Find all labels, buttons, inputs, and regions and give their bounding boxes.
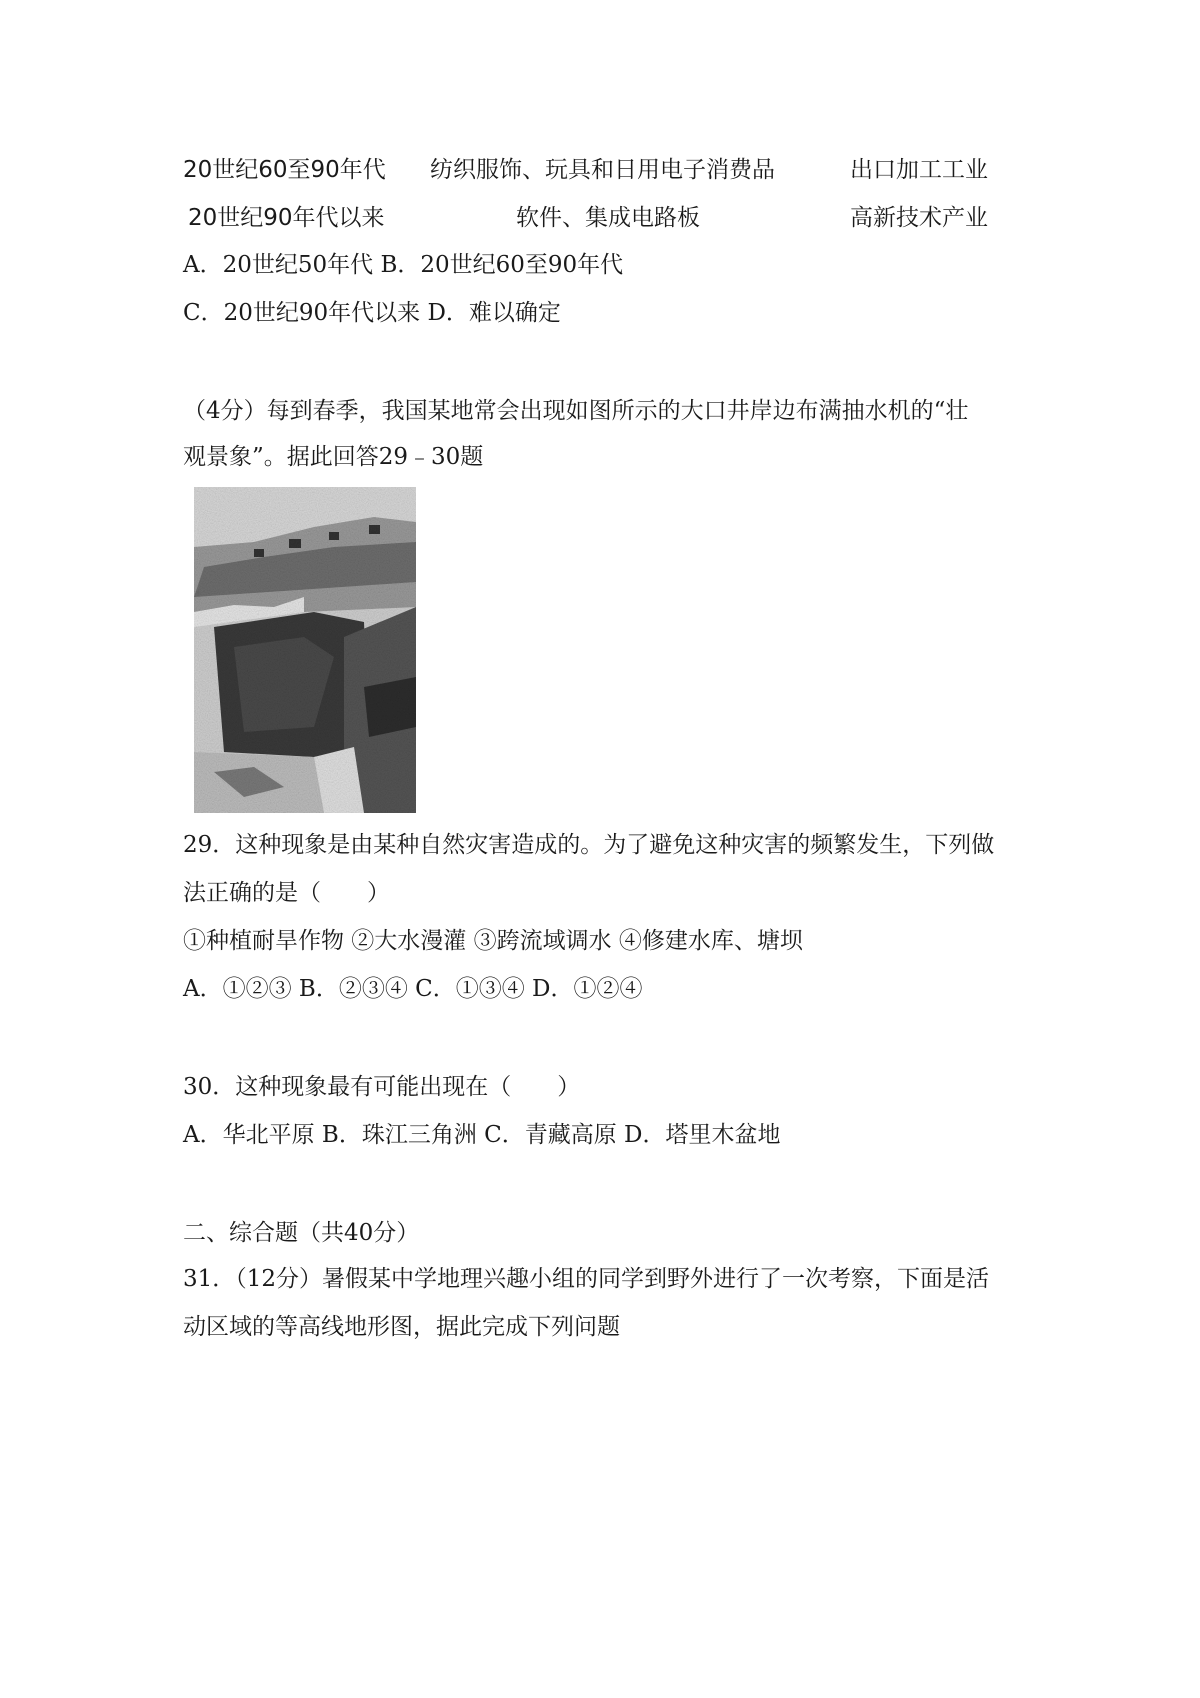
table-row-2-period: 20世纪90年代以来 [188, 205, 385, 231]
well-pumps-photo [194, 487, 416, 813]
q28-options-line-1: A．20世纪50年代 B．20世纪60至90年代 [183, 252, 624, 278]
table-row-2-industry: 高新技术产业 [850, 205, 988, 231]
q29-choices: ①种植耐旱作物 ②大水漫灌 ③跨流域调水 ④修建水库、塘坝 [183, 928, 803, 954]
q28-options-line-2: C．20世纪90年代以来 D．难以确定 [183, 300, 561, 326]
intro-line-2: 观景象”。据此回答29﹣30题 [183, 444, 484, 470]
q29-stem-line-2: 法正确的是（ ） [183, 880, 390, 906]
table-row-2-products: 软件、集成电路板 [516, 205, 700, 231]
q29-stem-line-1: 29．这种现象是由某种自然灾害造成的。为了避免这种灾害的频繁发生，下列做 [183, 832, 995, 858]
q29-options: A．①②③ B．②③④ C．①③④ D．①②④ [183, 976, 643, 1002]
table-row-1-period: 20世纪60至90年代 [183, 157, 386, 183]
table-row-1-products: 纺织服饰、玩具和日用电子消费品 [430, 157, 775, 183]
table-row-1-industry: 出口加工工业 [850, 157, 988, 183]
q30-options: A．华北平原 B．珠江三角洲 C．青藏高原 D．塔里木盆地 [183, 1122, 781, 1148]
section-2-title: 二、综合题（共40分） [183, 1220, 420, 1246]
q31-stem-line-2: 动区域的等高线地形图，据此完成下列问题 [183, 1314, 620, 1340]
q31-stem-line-1: 31．（12分）暑假某中学地理兴趣小组的同学到野外进行了一次考察，下面是活 [183, 1266, 990, 1292]
q30-stem: 30．这种现象最有可能出现在（ ） [183, 1074, 581, 1100]
intro-line-1: （4分）每到春季，我国某地常会出现如图所示的大口井岸边布满抽水机的“壮 [183, 398, 969, 424]
